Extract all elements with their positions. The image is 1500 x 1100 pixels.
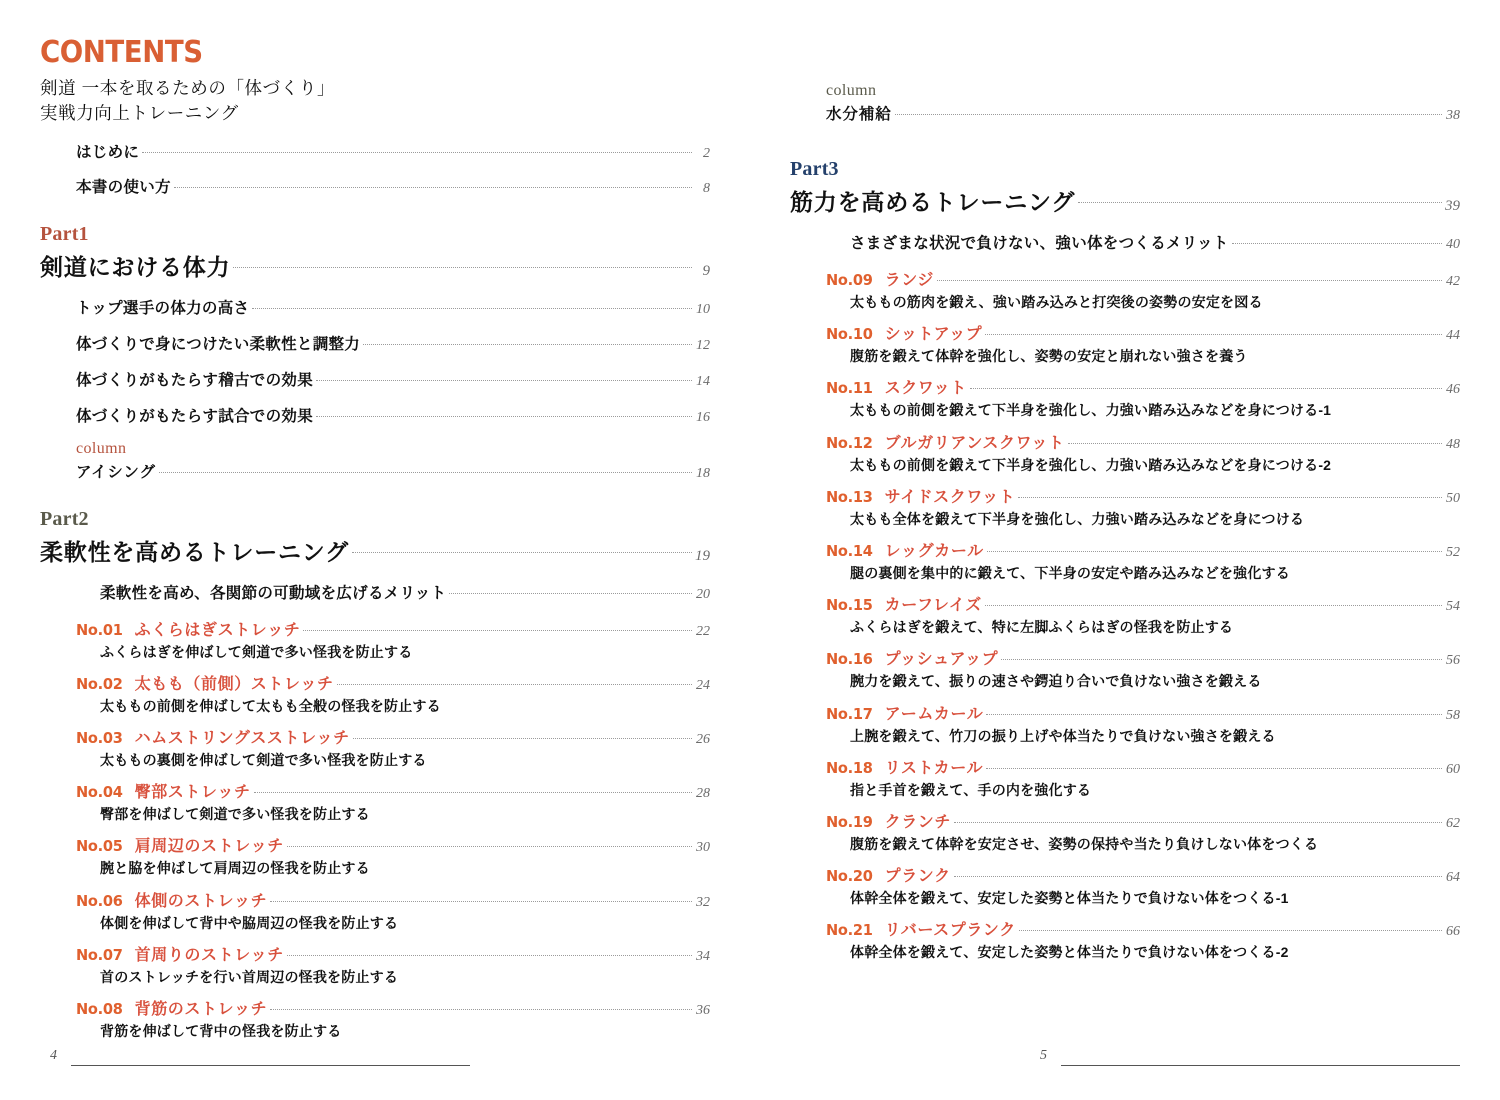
dot-leader [233, 267, 692, 268]
toc-page-number: 66 [1446, 924, 1460, 940]
exercise-title-row [826, 375, 1460, 398]
toc-page-number: 40 [1446, 237, 1460, 252]
dot-leader [986, 768, 1442, 769]
exercise-number: No.17 [826, 704, 873, 723]
exercise-entry[interactable] [790, 321, 1460, 365]
book-title-line-2: 実戦力向上トレーニング [40, 102, 239, 123]
toc-page-number: 28 [696, 786, 710, 802]
dot-leader [159, 472, 692, 473]
page-right [750, 0, 1500, 1100]
toc-page-number: 32 [696, 894, 710, 910]
exercise-description: 腹筋を鍛えて体幹を強化し、姿勢の安定と崩れない強さを養う [850, 348, 1248, 365]
dot-leader [316, 416, 692, 417]
toc-page-number: 44 [1446, 328, 1460, 344]
toc-page-number: 18 [696, 465, 710, 481]
exercise-number: No.12 [826, 433, 873, 452]
dot-leader [363, 344, 692, 345]
dot-leader [270, 901, 692, 902]
dot-leader [1068, 443, 1442, 444]
exercise-number: No.02 [76, 674, 123, 693]
toc-entry-column[interactable] [826, 102, 1460, 124]
exercise-entry[interactable] [790, 430, 1460, 474]
toc-page-number: 22 [696, 623, 710, 639]
exercise-title: リストカール [884, 759, 984, 777]
exercise-description: 体幹全体を鍛えて、安定した姿勢と体当たりで負けない体をつくる-2 [850, 944, 1289, 961]
toc-page-number: 14 [696, 373, 710, 389]
toc-page-number: 10 [696, 301, 710, 317]
part-kicker: Part2 [40, 507, 89, 530]
dot-leader [986, 714, 1442, 715]
page-title: CONTENTS [40, 35, 203, 70]
toc-entry-label: 体づくりがもたらす稽古での効果 [76, 371, 314, 389]
exercise-number: No.08 [76, 1000, 123, 1018]
exercise-title: スクワット [884, 380, 967, 398]
exercise-entry[interactable] [40, 725, 710, 769]
exercise-number: No.05 [76, 837, 123, 856]
folio-page-number: 5 [1040, 1048, 1047, 1063]
dot-leader [353, 738, 692, 739]
exercise-title-row [826, 538, 1460, 561]
dot-leader [252, 308, 692, 309]
part-title: 柔軟性を高めるトレーニング [40, 538, 349, 565]
exercise-description: 腿の裏側を集中的に鍛えて、下半身の安定や踏み込みなどを強化する [850, 564, 1290, 581]
exercise-entry[interactable] [40, 888, 710, 932]
exercise-entry[interactable] [790, 701, 1460, 745]
toc-entry-introduction[interactable] [40, 140, 710, 162]
exercise-title: シットアップ [884, 326, 983, 344]
exercise-entry[interactable] [40, 617, 710, 661]
exercise-title: アームカール [884, 705, 984, 723]
exercise-description: 太もも全体を鍛えて下半身を強化し、力強い踏み込みなどを身につける [850, 510, 1305, 527]
exercise-title-row [76, 996, 710, 1019]
part-kicker: Part3 [790, 158, 839, 180]
dot-leader [954, 876, 1442, 877]
exercise-title-row [76, 671, 710, 694]
toc-page-number: 58 [1446, 707, 1460, 723]
toc-entry-label: さまざまな状況で負けない、強い体をつくるメリット [850, 235, 1229, 252]
toc-page-number: 9 [702, 262, 710, 279]
exercise-entry[interactable] [790, 267, 1460, 311]
exercise-description: 体幹全体を鍛えて、安定した姿勢と体当たりで負けない体をつくる-1 [850, 890, 1289, 907]
toc-entry-how-to-use[interactable] [40, 175, 710, 197]
folio-rule [71, 1065, 470, 1066]
toc-page-number: 60 [1446, 761, 1460, 777]
toc-page-number: 54 [1446, 599, 1460, 615]
toc-entry-label: はじめに [76, 143, 140, 161]
toc-page-number: 34 [696, 948, 710, 964]
toc-page-number: 30 [696, 840, 710, 856]
part-title: 筋力を高めるトレーニング [790, 189, 1076, 215]
exercise-title: クランチ [884, 813, 951, 831]
exercise-number: No.10 [826, 325, 873, 344]
exercise-number: No.14 [826, 541, 873, 560]
toc-page-number: 62 [1446, 815, 1460, 831]
exercise-title-row [826, 809, 1460, 832]
toc-page-number: 19 [695, 547, 710, 564]
exercise-number: No.09 [826, 271, 873, 289]
toc-page-number: 46 [1446, 382, 1460, 398]
exercise-number: No.15 [826, 596, 873, 615]
exercise-description: 腹筋を鍛えて体幹を安定させ、姿勢の保持や当たり負けしない体をつくる [850, 835, 1319, 852]
exercise-description: ふくらはぎを鍛えて、特に左脚ふくらはぎの怪我を防止する [850, 619, 1234, 636]
dot-leader [985, 605, 1442, 606]
toc-entry-label: 本書の使い方 [76, 178, 171, 196]
exercise-title-row [76, 725, 710, 748]
dot-leader [287, 846, 692, 847]
exercise-title-row [826, 701, 1460, 724]
exercise-title: ランジ [884, 272, 934, 289]
folio-page-number: 4 [50, 1048, 57, 1063]
exercise-entry[interactable] [790, 809, 1460, 853]
dot-leader [287, 955, 692, 956]
toc-page-number: 24 [696, 677, 710, 693]
dot-leader [937, 280, 1442, 281]
exercise-number: No.18 [826, 758, 873, 777]
toc-entry[interactable] [40, 296, 710, 318]
toc-page-number: 2 [703, 145, 710, 161]
exercise-entry[interactable] [790, 755, 1460, 799]
toc-entry-label: トップ選手の体力の高さ [76, 299, 250, 317]
part-title-row[interactable] [40, 534, 710, 567]
exercise-entry[interactable] [790, 917, 1460, 961]
exercise-entry[interactable] [790, 646, 1460, 690]
exercise-number: No.06 [76, 891, 123, 910]
part-title: 剣道における体力 [40, 253, 231, 280]
dot-leader [1232, 243, 1442, 244]
part-title-row[interactable] [40, 249, 710, 282]
exercise-entry[interactable] [40, 671, 710, 715]
exercise-description: 太ももの裏側を伸ばして剣道で多い怪我を防止する [100, 752, 427, 769]
toc-page-number: 36 [696, 1003, 710, 1018]
exercise-title: 背筋のストレッチ [134, 1001, 268, 1018]
toc-page-number: 42 [1446, 274, 1460, 289]
exercise-title-row [826, 267, 1460, 290]
dot-leader [1078, 202, 1442, 203]
toc-entry-column[interactable] [76, 460, 710, 482]
exercise-description: 指と手首を鍛えて、手の内を強化する [850, 781, 1092, 798]
exercise-number: No.16 [826, 650, 873, 669]
column-group-hydration [790, 82, 1460, 124]
toc-page-number: 12 [696, 337, 710, 353]
dot-leader [987, 551, 1442, 552]
toc-page-number: 39 [1445, 198, 1460, 214]
toc-entry-label: 体づくりで身につけたい柔軟性と調整力 [76, 335, 361, 353]
dot-leader [895, 114, 1442, 115]
dot-leader [174, 187, 692, 188]
exercise-number: No.19 [826, 812, 873, 831]
exercise-title-row [826, 646, 1460, 669]
exercise-description: 背筋を伸ばして背中の怪我を防止する [100, 1023, 342, 1039]
exercise-number: No.07 [76, 945, 123, 964]
exercise-title: プランク [884, 868, 951, 886]
exercise-number: No.21 [826, 921, 873, 940]
exercise-title-row [826, 430, 1460, 453]
dot-leader [142, 152, 692, 153]
toc-page-number: 38 [1446, 108, 1460, 123]
dot-leader [337, 684, 692, 685]
column-kicker: column [76, 439, 127, 457]
exercise-description: 腕と脇を伸ばして肩周辺の怪我を防止する [100, 860, 370, 877]
exercise-title-row [826, 592, 1460, 615]
toc-page-number: 52 [1446, 544, 1460, 560]
toc-page-number: 16 [696, 409, 710, 425]
exercise-title: ハムストリングスストレッチ [134, 730, 350, 748]
dot-leader [1018, 497, 1442, 498]
exercise-number: No.01 [76, 620, 123, 639]
column-kicker: column [826, 82, 877, 99]
exercise-number: No.04 [76, 783, 123, 802]
masthead [40, 35, 710, 126]
part-section-3 [790, 158, 1460, 961]
exercise-title-row [826, 863, 1460, 886]
exercise-entry[interactable] [40, 779, 710, 823]
toc-entry-label: 体づくりがもたらす試合での効果 [76, 407, 314, 425]
folio-right [1030, 1048, 1460, 1066]
part-kicker: Part1 [40, 222, 89, 245]
toc-entry-lead[interactable] [790, 231, 1460, 253]
exercise-title: リバースプランク [884, 922, 1016, 940]
dot-leader [449, 593, 692, 594]
toc-page-number: 26 [696, 732, 710, 748]
exercise-number: No.20 [826, 867, 873, 886]
exercise-title: レッグカール [884, 542, 984, 560]
toc-entry-lead[interactable] [40, 581, 710, 603]
part-section-2 [40, 508, 710, 1041]
exercise-description: 太ももの前側を鍛えて下半身を強化し、力強い踏み込みなどを身につける-1 [850, 402, 1332, 419]
dot-leader [254, 792, 692, 793]
part-section-1 [40, 223, 710, 482]
toc-entry-label: アイシング [76, 463, 156, 481]
toc-page-number: 48 [1446, 436, 1460, 452]
exercise-title: 体側のストレッチ [134, 892, 268, 910]
column-group-icing [40, 440, 710, 482]
exercise-number: No.03 [76, 729, 123, 748]
exercise-title: 太もも（前側）ストレッチ [134, 675, 334, 693]
exercise-entry[interactable] [40, 996, 710, 1040]
exercise-entry[interactable] [790, 863, 1460, 907]
toc-page-number: 50 [1446, 490, 1460, 506]
exercise-title: 肩周辺のストレッチ [134, 838, 284, 856]
toc-page-number: 56 [1446, 653, 1460, 669]
exercise-title-row [76, 833, 710, 856]
exercise-title-row [76, 617, 710, 640]
exercise-description: 臀部を伸ばして剣道で多い怪我を防止する [100, 806, 370, 823]
exercise-description: ふくらはぎを伸ばして剣道で多い怪我を防止する [100, 643, 413, 660]
exercise-entry[interactable] [790, 484, 1460, 528]
toc-page-number: 20 [696, 586, 710, 602]
toc-entry-label: 柔軟性を高め、各関節の可動域を広げるメリット [100, 584, 447, 602]
toc-entry[interactable] [40, 368, 710, 390]
dot-leader [303, 630, 692, 631]
exercise-description: 首のストレッチを行い首周辺の怪我を防止する [100, 968, 399, 985]
folio-rule [1061, 1065, 1460, 1066]
exercise-description: 体側を伸ばして背中や脇周辺の怪我を防止する [100, 914, 399, 931]
dot-leader [352, 552, 692, 553]
exercise-title-row [826, 755, 1460, 778]
front-matter-list [40, 140, 710, 197]
exercise-title: 首周りのストレッチ [134, 946, 284, 964]
exercise-description: 太ももの前側を鍛えて下半身を強化し、力強い踏み込みなどを身につける-2 [850, 456, 1332, 473]
exercise-description: 太ももの前側を伸ばして太もも全般の怪我を防止する [100, 697, 441, 714]
exercise-title: サイドスクワット [884, 488, 1016, 506]
exercise-entry[interactable] [790, 592, 1460, 636]
dot-leader [985, 334, 1442, 335]
exercise-title-row [826, 484, 1460, 507]
exercise-title-row [826, 321, 1460, 344]
exercise-title-row [76, 942, 710, 965]
exercise-title: カーフレイズ [884, 597, 982, 615]
dot-leader [316, 380, 692, 381]
exercise-description: 太ももの筋肉を鍛え、強い踏み込みと打突後の姿勢の安定を図る [850, 294, 1263, 310]
exercise-entry[interactable] [40, 833, 710, 877]
book-title-line-1: 剣道 一本を取るための「体づくり」 [40, 78, 336, 98]
exercise-entry[interactable] [40, 942, 710, 986]
dot-leader [1001, 659, 1442, 660]
dot-leader [970, 388, 1442, 389]
exercise-title: 臀部ストレッチ [134, 784, 251, 802]
toc-page-number: 8 [703, 180, 710, 196]
dot-leader [954, 822, 1442, 823]
exercise-number: No.11 [826, 379, 873, 398]
exercise-title-row [826, 917, 1460, 940]
exercise-entry[interactable] [790, 538, 1460, 582]
dot-leader [1019, 930, 1442, 931]
toc-entry[interactable] [40, 332, 710, 354]
exercise-description: 上腕を鍛えて、竹刀の振り上げや体当たりで負けない強さを鍛える [850, 727, 1276, 744]
exercise-title: ブルガリアンスクワット [884, 434, 1065, 452]
folio-left [40, 1048, 470, 1066]
exercise-description: 腕力を鍛えて、振りの速さや鍔迫り合いで負けない強さを鍛える [850, 673, 1262, 690]
exercise-title: プッシュアップ [884, 651, 999, 669]
exercise-title-row [76, 888, 710, 911]
toc-page-number: 64 [1446, 870, 1460, 886]
toc-entry[interactable] [40, 404, 710, 426]
exercise-title-row [76, 779, 710, 802]
exercise-title: ふくらはぎストレッチ [134, 621, 301, 639]
dot-leader [270, 1009, 692, 1010]
exercise-entry[interactable] [790, 375, 1460, 419]
toc-entry-label: 水分補給 [826, 106, 892, 123]
exercise-number: No.13 [826, 487, 873, 506]
part-title-row[interactable] [790, 184, 1460, 217]
